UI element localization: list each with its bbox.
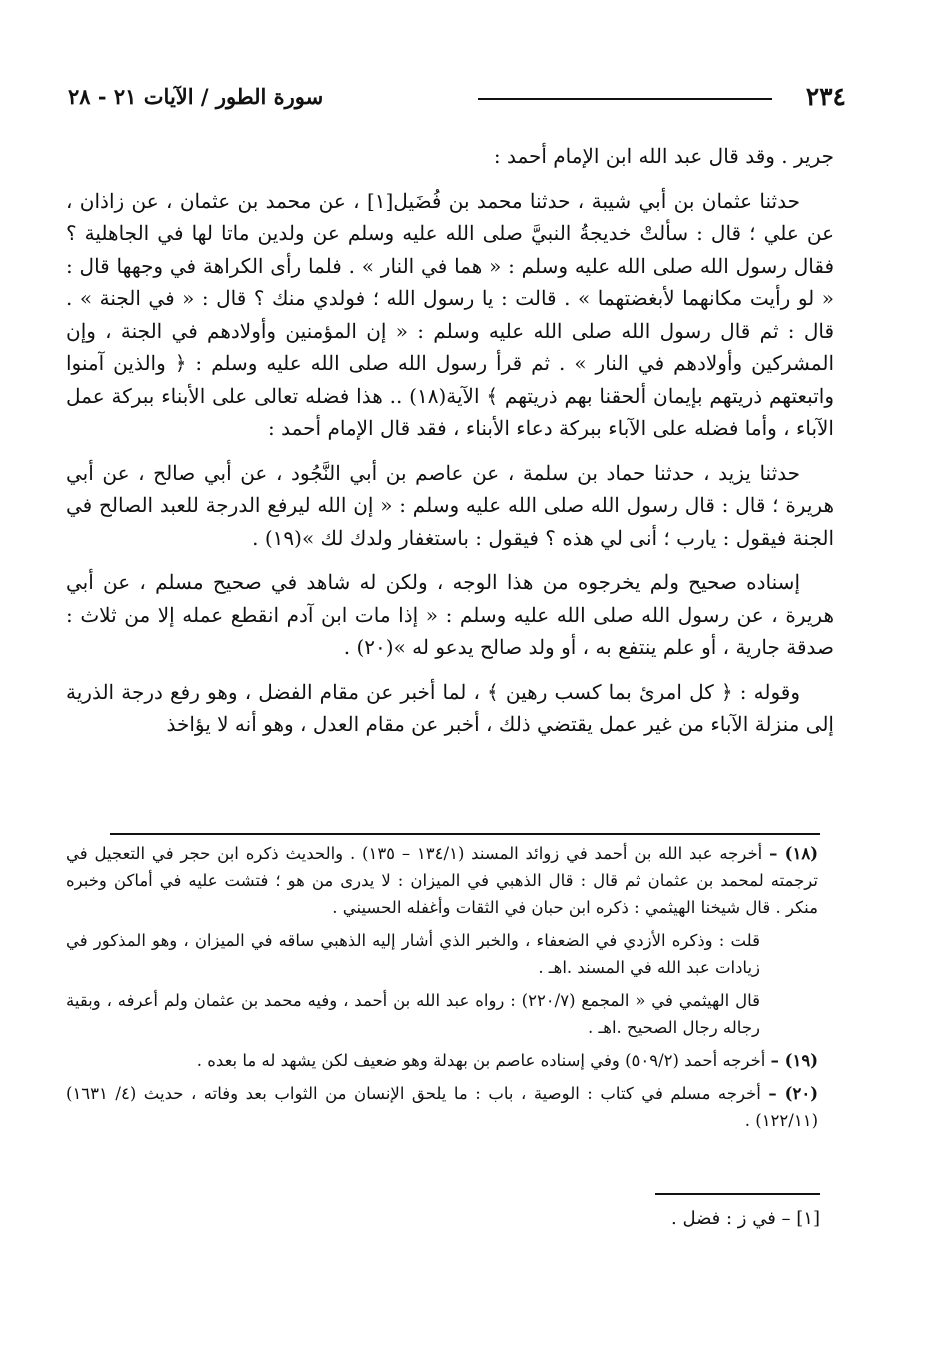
footnote: [66, 840, 818, 921]
footnote: [66, 1047, 818, 1074]
footnote: [66, 987, 818, 1041]
page-number: ٢٣٤: [805, 82, 846, 111]
paragraph: إسناده صحيح ولم يخرجوه من هذا الوجه ، ولكن له شاهد في صحيح مسلم ، عن أبي هريرة ، عن رسول الله صلى الله عليه وسلم : « إذا مات ابن آدم انقطع عمله إلا من ثلاث : صدقة جارية ، أو علم ينتفع به ، أو ولد صالح يدعو له »(٢٠) .: [66, 570, 834, 659]
running-title: سورة الطور / الآيات ٢١ - ٢٨: [68, 84, 324, 109]
footnote-text: أخرجه عبد الله بن أحمد في زوائد المسند (١٣٤/١ – ١٣٥) . والحديث ذكره ابن حجر في التعجيل في ترجمته لمحمد بن عثمان ثم قال : قال الذهبي في الميزان : لا يدرى من هو ؛ فتشت عليه في أماكن وخبره منكر . قال شيخنا الهيثمي : ذكره ابن حبان في الثقات وأغفله الحسيني .: [66, 844, 818, 917]
page-header: [68, 82, 846, 118]
footnotes-rule: [110, 833, 820, 835]
paragraph: وقوله : ﴿ كل امرئ بما كسب رهين ﴾ ، لما أخبر عن مقام الفضل ، وهو رفع درجة الذرية إلى منزلة الآباء من غير عمل يقتضي ذلك ، أخبر عن مقام العدل ، وهو أنه لا يؤاخذ: [66, 679, 834, 736]
paragraph: حدثنا عثمان بن أبي شيبة ، حدثنا محمد بن فُضَيل[١] ، عن محمد بن عثمان ، عن زاذان ، عن علي ؛ قال : سألتْ خديجةُ النبيَّ صلى الله عليه وسلم عن ولدين ماتا لها في الجاهلية ؟ فقال رسول الله صلى الله عليه وسلم : « هما في النار » . فلما رأى الكراهة في وجهها قال : « لو رأيت مكانهما لأبغضتهما » . قالت : يا رسول الله ؛ فولدي منك ؟ قال : « في الجنة » . قال : ثم قال رسول الله صلى الله عليه وسلم : « إن المؤمنين وأولادهم في الجنة ، وإن المشركين وأولادهم في النار » . ثم قرأ رسول الله صلى الله عليه وسلم : ﴿ والذين آمنوا واتبعتهم ذريتهم بإيمان ألحقنا بهم ذريتهم ﴾ الآية(١٨) .. هذا فضله تعالى على الأبناء ببركة عمل الآباء ، وأما فضله على الآباء ببركة دعاء الأبناء ، فقد قال الإمام أحمد :: [66, 188, 835, 440]
paragraph: حدثنا يزيد ، حدثنا حماد بن سلمة ، عن عاصم بن أبي النَّجُود ، عن أبي صالح ، عن أبي هريرة ؛ قال : قال رسول الله صلى الله عليه وسلم : « إن الله ليرفع الدرجة للعبد الصالح في الجنة فيقول : يارب ؛ أنى لي هذه ؟ فيقول : باستغفار ولدك لك »(١٩) .: [66, 460, 834, 550]
footnote-number: (١٩) –: [770, 1051, 818, 1070]
paragraph: جرير . وقد قال عبد الله ابن الإمام أحمد :: [493, 144, 834, 168]
main-text: [66, 140, 834, 753]
footnote-text: أخرجه مسلم في كتاب : الوصية ، باب : ما يلحق الإنسان من الثواب بعد وفاته ، حديث (٤/ ١٦٣١) (١٢٢/١١) .: [66, 1084, 818, 1130]
footnote-number: (٢٠) –: [768, 1084, 819, 1103]
editor-notes: [420, 1208, 820, 1229]
footnote-number: (١٨) –: [769, 844, 818, 863]
header-rule: [478, 98, 772, 100]
footnotes: [66, 840, 818, 1140]
footnote-text: أخرجه أحمد (٥٠٩/٢) وفي إسناده عاصم بن بهدلة وهو ضعيف لكن يشهد له ما بعده .: [196, 1051, 766, 1070]
footnote: [66, 1080, 818, 1134]
editor-note: [١] – في ز : فضل .: [671, 1208, 820, 1229]
footnote: [66, 927, 818, 981]
notes-rule: [655, 1193, 820, 1195]
footnote-text: قال الهيثمي في « المجمع (٢٢٠/٧) : رواه عبد الله بن أحمد ، وفيه محمد بن عثمان ولم أعرفه ، وبقية رجاله رجال الصحيح .اهـ .: [66, 991, 760, 1037]
footnote-text: قلت : وذكره الأزدي في الضعفاء ، والخبر الذي أشار إليه الذهبي ساقه في الميزان ، وهو المذكور في زيادات عبد الله في المسند .اهـ .: [66, 931, 760, 977]
